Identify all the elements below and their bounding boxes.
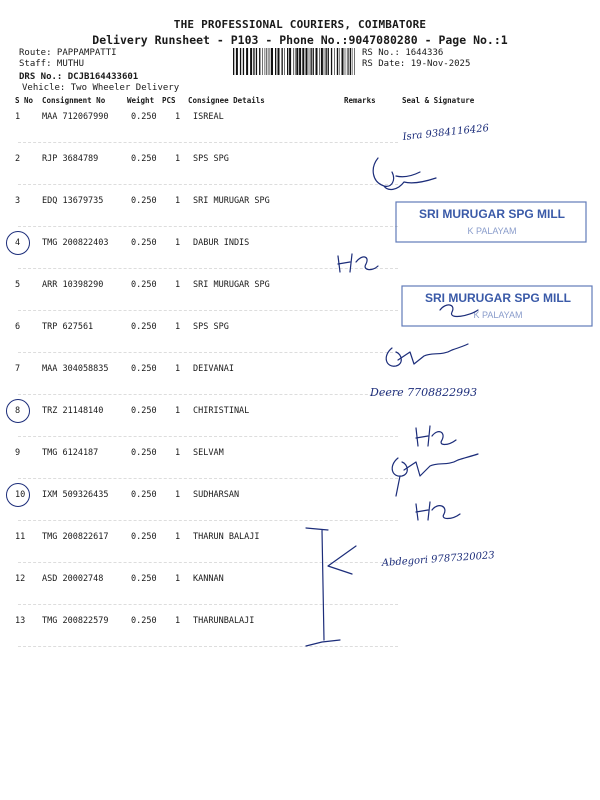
row-consignee: CHIRISTINAL <box>193 406 250 416</box>
stamp-2-line2: K PALAYAM <box>473 310 523 320</box>
signature-row8 <box>416 426 456 446</box>
signature-row9 <box>392 454 478 496</box>
row-consignee: ISREAL <box>193 112 224 122</box>
rs-number: RS No.: 1644336 <box>362 48 444 58</box>
col-pcs: PCS <box>162 96 176 105</box>
row-consignment: ARR 10398290 <box>42 280 104 290</box>
col-seal: Seal & Signature <box>402 96 475 105</box>
row-pcs: 1 <box>175 196 181 206</box>
row-consignee: DEIVANAI <box>193 364 234 374</box>
row-consignment: TMG 6124187 <box>42 448 99 458</box>
col-remarks: Remarks <box>344 96 376 105</box>
row-weight: 0.250 <box>131 280 157 290</box>
row-sno: 8 <box>15 406 21 416</box>
row-consignee: SPS SPG <box>193 322 229 332</box>
row-weight: 0.250 <box>131 322 157 332</box>
signature-row4 <box>338 254 378 272</box>
col-weight: Weight <box>127 96 155 105</box>
row-consignee: SRI MURUGAR SPG <box>193 196 270 206</box>
row-sno: 2 <box>15 154 21 164</box>
row-consignee: SPS SPG <box>193 154 229 164</box>
row-consignment: EDQ 13679735 <box>42 196 104 206</box>
row-sno: 9 <box>15 448 21 458</box>
row-sno: 7 <box>15 364 21 374</box>
row-weight: 0.250 <box>131 490 157 500</box>
row-pcs: 1 <box>175 280 181 290</box>
row-pcs: 1 <box>175 154 181 164</box>
row-weight: 0.250 <box>131 154 157 164</box>
rs-date: RS Date: 19-Nov-2025 <box>362 59 471 69</box>
signature-row6 <box>386 344 468 366</box>
row-consignee: KANNAN <box>193 574 224 584</box>
row-pcs: 1 <box>175 616 181 626</box>
row-weight: 0.250 <box>131 448 157 458</box>
row-weight: 0.250 <box>131 406 157 416</box>
row-pcs: 1 <box>175 406 181 416</box>
row-consignment: ASD 20002748 <box>42 574 104 584</box>
row-weight: 0.250 <box>131 574 157 584</box>
row-consignee: THARUNBALAJI <box>193 616 255 626</box>
runsheet-title: Delivery Runsheet - P103 - Phone No.:9047080280 - Page No.:1 <box>92 33 508 47</box>
row-consignment: RJP 3684789 <box>42 154 99 164</box>
row-sno: 1 <box>15 112 21 122</box>
row-consignment: TMG 200822579 <box>42 616 109 626</box>
row-consignment: IXM 509326435 <box>42 490 109 500</box>
row-weight: 0.250 <box>131 196 157 206</box>
row-sno: 6 <box>15 322 21 332</box>
bracket-mark <box>306 528 356 646</box>
row-sno: 3 <box>15 196 21 206</box>
row-sno: 4 <box>15 238 21 248</box>
row-consignment: MAA 712067990 <box>42 112 109 122</box>
col-consignment: Consignment No <box>42 96 106 105</box>
row-pcs: 1 <box>175 574 181 584</box>
row-pcs: 1 <box>175 364 181 374</box>
row-consignment: TRP 627561 <box>42 322 94 332</box>
staff-label: Staff: MUTHU <box>19 59 85 69</box>
row-sno: 12 <box>15 574 26 584</box>
signature-row1: Isra 9384116426 <box>402 122 490 143</box>
row-consignee: SRI MURUGAR SPG <box>193 280 270 290</box>
row-pcs: 1 <box>175 448 181 458</box>
col-consignee: Consignee Details <box>188 96 265 105</box>
row-consignee: DABUR INDIS <box>193 238 250 248</box>
row-pcs: 1 <box>175 532 181 542</box>
row-consignment: MAA 304058835 <box>42 364 109 374</box>
row-consignment: TMG 200822617 <box>42 532 109 542</box>
stamp-2-line1: SRI MURUGAR SPG MILL <box>425 291 571 305</box>
signature-row10 <box>416 502 460 520</box>
row-sno: 11 <box>15 532 26 542</box>
row-weight: 0.250 <box>131 112 157 122</box>
row-consignment: TMG 200822403 <box>42 238 109 248</box>
row-pcs: 1 <box>175 112 181 122</box>
signature-stamp2 <box>440 305 478 317</box>
vehicle-label: Vehicle: Two Wheeler Delivery <box>22 83 180 93</box>
stamp-1-line2: K PALAYAM <box>467 226 517 236</box>
route-label: Route: PAPPAMPATTI <box>19 48 117 58</box>
row-consignee: THARUN BALAJI <box>193 532 260 542</box>
row-pcs: 1 <box>175 490 181 500</box>
row-weight: 0.250 <box>131 364 157 374</box>
row-weight: 0.250 <box>131 532 157 542</box>
signature-row2 <box>373 158 436 189</box>
row-sno: 5 <box>15 280 21 290</box>
signature-row11: Abdegori 9787320023 <box>381 550 496 569</box>
col-sno: S No <box>15 96 34 105</box>
drs-number: DRS No.: DCJB164433601 <box>19 72 139 82</box>
row-consignee: SUDHARSAN <box>193 490 240 500</box>
row-sno: 13 <box>15 616 26 626</box>
signature-row7: Deere 7708822993 <box>370 386 478 399</box>
stamp-1-line1: SRI MURUGAR SPG MILL <box>419 207 565 221</box>
row-consignee: SELVAM <box>193 448 224 458</box>
row-pcs: 1 <box>175 238 181 248</box>
row-sno: 10 <box>15 490 26 500</box>
company-title: THE PROFESSIONAL COURIERS, COIMBATORE <box>173 18 427 31</box>
row-consignment: TRZ 21148140 <box>42 406 104 416</box>
row-weight: 0.250 <box>131 616 157 626</box>
row-pcs: 1 <box>175 322 181 332</box>
row-weight: 0.250 <box>131 238 157 248</box>
